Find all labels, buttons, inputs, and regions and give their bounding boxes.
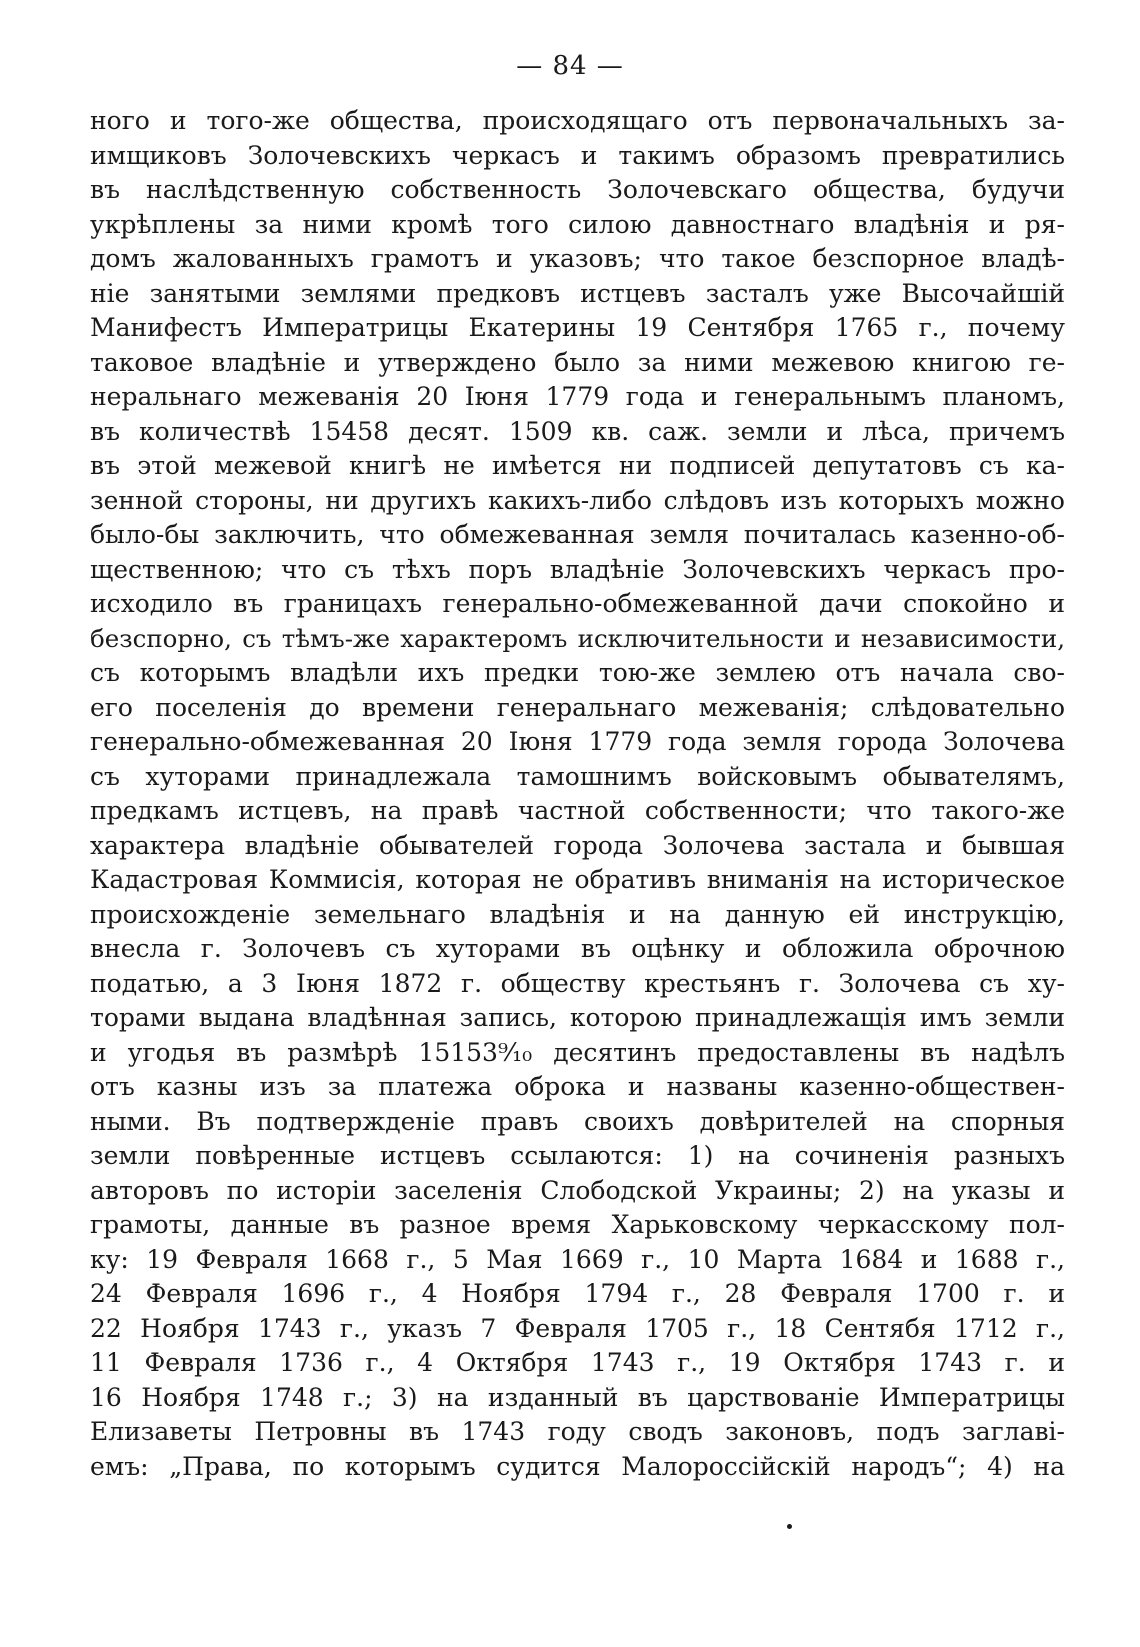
text-line: неральнаго межеванія 20 Іюня 1779 года и генеральнымъ планомъ,: [90, 382, 1065, 411]
text-line: имщиковъ Золочевскихъ черкасъ и такимъ образомъ превратились: [90, 140, 1065, 170]
text-line: ку: 19 Февраля 1668 г., 5 Мая 1669 г., 10 Марта 1684 и 1688 г.,: [90, 1244, 1065, 1274]
text-line: съ хуторами принадлежала тамошнимъ войсковымъ обывателямъ,: [90, 761, 1065, 791]
text-line: характера владѣніе обывателей города Золочева застала и бывшая: [90, 830, 1065, 860]
text-line: въ количествѣ 15458 десят. 1509 кв. саж. земли и лѣса, причемъ: [90, 416, 1065, 446]
text-line: щественною; что съ тѣхъ поръ владѣніе Золочевскихъ черкасъ про-: [90, 554, 1065, 584]
text-line: укрѣплены за ними кромѣ того силою давностнаго владѣнія и ря-: [90, 209, 1065, 239]
text-line: съ которымъ владѣли ихъ предки тою-же землею отъ начала сво-: [90, 658, 1065, 687]
text-line: ными. Въ подтвержденіе правъ своихъ довѣрителей на спорныя: [90, 1106, 1065, 1136]
page-number: — 84 —: [516, 51, 624, 81]
text-line: Кадастровая Коммисія, которая не обративъ вниманія на историческое: [90, 865, 1065, 894]
text-line: 22 Ноября 1743 г., указъ 7 Февраля 1705 г., 18 Сентябя 1712 г.,: [90, 1313, 1065, 1343]
text-line: домъ жалованныхъ грамотъ и указовъ; что такое безспорное владѣ-: [90, 244, 1065, 273]
text-line: торами выдана владѣнная запись, которою принадлежащія имъ земли: [90, 1003, 1065, 1032]
text-line: 16 Ноября 1748 г.; 3) на изданный въ царствованіе Императрицы: [90, 1382, 1065, 1412]
text-line: Манифестъ Императрицы Екатерины 19 Сентября 1765 г., почему: [90, 313, 1065, 342]
text-line: зенной стороны, ни другихъ какихъ-либо слѣдовъ изъ которыхъ можно: [90, 485, 1065, 515]
text-line: внесла г. Золочевъ съ хуторами въ оцѣнку и обложила оброчною: [90, 934, 1065, 963]
text-line: безспорно, съ тѣмъ-же характеромъ исключительности и независимости,: [90, 623, 1065, 653]
text-line: отъ казны изъ за платежа оброка и названы казенно-обществен-: [90, 1072, 1065, 1101]
ink-dot-mark: [787, 1524, 792, 1529]
text-line: грамоты, данные въ разное время Харьковскому черкасскому пол-: [90, 1210, 1065, 1239]
text-line: генерально-обмежеванная 20 Іюня 1779 года земля города Золочева: [90, 727, 1065, 756]
text-line: его поселенія до времени генеральнаго межеванія; слѣдовательно: [90, 692, 1065, 722]
text-line: ного и того-же общества, происходящаго отъ первоначальныхъ за-: [90, 106, 1065, 135]
text-line: податью, а 3 Іюня 1872 г. обществу крестьянъ г. Золочева съ ху-: [90, 968, 1065, 998]
text-line: Елизаветы Петровны въ 1743 году сводъ законовъ, подъ заглаві-: [90, 1417, 1065, 1446]
text-line: ніе занятыми землями предковъ истцевъ засталъ уже Высочайшій: [90, 278, 1065, 308]
text-line: происхожденіе земельнаго владѣнія и на данную ей инструкцію,: [90, 899, 1065, 929]
text-line: земли повѣренные истцевъ ссылаются: 1) на сочиненія разныхъ: [90, 1141, 1065, 1170]
text-line: 11 Февраля 1736 г., 4 Октября 1743 г., 19 Октября 1743 г. и: [90, 1348, 1065, 1377]
text-line: предкамъ истцевъ, на правѣ частной собственности; что такого-же: [90, 796, 1065, 825]
text-line: и угодья въ размѣрѣ 15153⁹⁄₁₀ десятинъ предоставлены въ надѣлъ: [90, 1037, 1065, 1067]
text-line: было-бы заключить, что обмежеванная земля почиталась казенно-об-: [90, 520, 1065, 549]
text-line: въ этой межевой книгѣ не имѣется ни подписей депутатовъ съ ка-: [90, 451, 1065, 480]
text-line: авторовъ по исторіи заселенія Слободской Украины; 2) на указы и: [90, 1175, 1065, 1205]
text-line: исходило въ границахъ генерально-обмежеванной дачи спокойно и: [90, 589, 1065, 618]
text-line: въ наслѣдственную собственность Золочевскаго общества, будучи: [90, 175, 1065, 204]
text-line: 24 Февраля 1696 г., 4 Ноября 1794 г., 28 Февраля 1700 г. и: [90, 1279, 1065, 1308]
body-text: [90, 104, 1065, 1484]
text-line: емъ: „Права, по которымъ судится Малороссійскій народъ“; 4) на: [90, 1451, 1065, 1481]
text-line: таковое владѣніе и утверждено было за ними межевою книгою ге-: [90, 347, 1065, 377]
